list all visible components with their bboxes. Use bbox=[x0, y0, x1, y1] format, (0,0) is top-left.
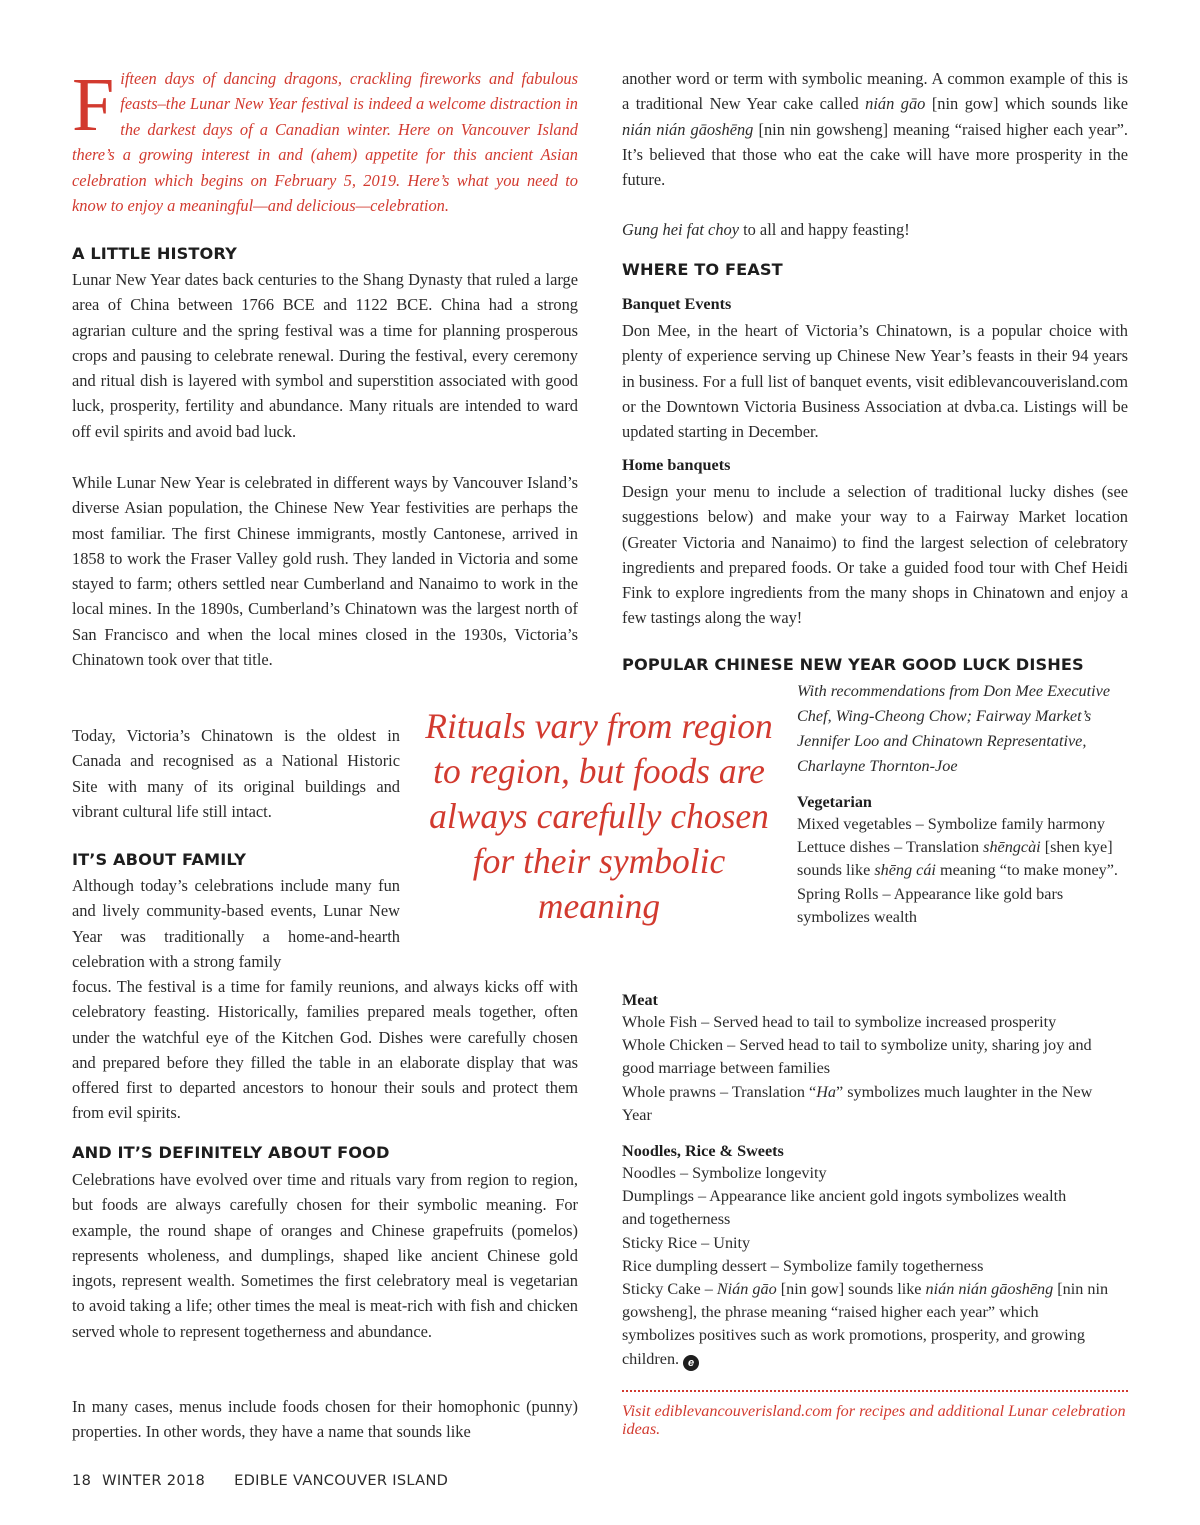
list-item: Sticky Cake – Nián gāo [nin gow] sounds like nián nián gāoshēng [nin nin gowsheng], the phrase meaning “raised higher each year” which symbolizes positives such as work promotions, prosperity, and growing children. e bbox=[622, 1280, 1109, 1369]
page-footer bbox=[72, 1472, 448, 1489]
page-number: 18 bbox=[72, 1472, 92, 1489]
dotted-divider bbox=[622, 1390, 1128, 1392]
magazine-name: EDIBLE VANCOUVER ISLAND bbox=[234, 1472, 449, 1489]
heading-good-luck-dishes: POPULAR CHINESE NEW YEAR GOOD LUCK DISHES bbox=[622, 655, 1084, 674]
intro-paragraph bbox=[72, 63, 578, 218]
heading-history: A LITTLE HISTORY bbox=[72, 244, 237, 263]
home-banquets-title: Home banquets bbox=[622, 456, 731, 474]
banquet-events-text: Don Mee, in the heart of Victoria’s Chinatown, is a popular choice with plenty of experience serving up Chinese New Year’s feasts in their 94 years in business. For a full list of banquet events, visit ediblevancouverisland.com or the Downtown Victoria Business Association at dvba.ca. Listings will be updated starting in December. bbox=[622, 321, 1128, 442]
heading-food: AND IT’S DEFINITELY ABOUT FOOD bbox=[72, 1143, 390, 1162]
homophone-continuation: another word or term with symbolic meaning. A common example of this is a traditional New Year cake called nián gāo [nin gow] which sounds like nián nián gāoshēng [nin nin gowsheng] meaning “raised higher each year”. It’s believed that those who eat the cake will have more prosperity in the future. bbox=[622, 69, 1128, 190]
heading-where-to-feast: WHERE TO FEAST bbox=[622, 260, 783, 279]
list-item: Spring Rolls – Appearance like gold bars symbolizes wealth bbox=[797, 884, 1064, 926]
family-paragraph-a: Although today’s celebrations include many fun and lively community-based events, Lunar New Year was traditionally a home-and-hearth celebration with a strong family bbox=[72, 876, 400, 971]
greeting: Gung hei fat choy to all and happy feasting! bbox=[622, 220, 910, 239]
list-item: Mixed vegetables – Symbolize family harmony bbox=[797, 815, 1105, 833]
history-paragraph-2: While Lunar New Year is celebrated in different ways by Vancouver Island’s diverse Asian population, the Chinese New Year festivities are perhaps the most familiar. The first Chinese immigrants, mostly Cantonese, arrived in 1858 to work the Fraser Valley gold rush. They landed in Victoria and some stayed to farm; others settled near Cumberland and Nanaimo to work in the local mines. In the 1890s, Cumberland’s Chinatown was the largest north of San Francisco and when the local mines closed in the 1930s, Victoria’s Chinatown took over that title. bbox=[72, 473, 578, 670]
drop-cap: F bbox=[72, 63, 115, 147]
pull-quote: Rituals vary from region to region, but foods are always carefully chosen for their symbolic meaning bbox=[425, 706, 773, 926]
recommendations-credit: With recommendations from Don Mee Executive Chef, Wing-Cheong Chow; Fairway Market’s Jennifer Loo and Chinatown Representative, Charlayne Thornton-Joe bbox=[797, 682, 1111, 775]
visit-website-note: Visit ediblevancouverisland.com for recipes and additional Lunar celebration ideas. bbox=[622, 1402, 1126, 1438]
meat-list bbox=[622, 989, 1122, 1127]
history-paragraph-3: Today, Victoria’s Chinatown is the oldest in Canada and recognised as a National Historic Site with many of its original buildings and vibrant cultural life still intact. bbox=[72, 726, 400, 821]
food-paragraph-2: In many cases, menus include foods chosen for their homophonic (punny) properties. In other words, they have a name that sounds like bbox=[72, 1397, 578, 1442]
meat-title: Meat bbox=[622, 991, 658, 1009]
list-item: Whole prawns – Translation “Ha” symbolizes much laughter in the New Year bbox=[622, 1082, 1093, 1124]
list-item: Dumplings – Appearance like ancient gold ingots symbolizes wealth and togetherness bbox=[622, 1187, 1067, 1229]
history-paragraph-1: Lunar New Year dates back centuries to the Shang Dynasty that ruled a large area of China between 1766 BCE and 1122 BCE. China had a strong agrarian culture and the spring festival was a time for planning prosperous crops and pausing to celebrate renewal. During the festival, every ceremony and ritual dish is layered with symbol and superstition associated with good luck, prosperity, fertility and abundance. Many rituals are intended to ward off evil spirits and avoid bad luck. bbox=[72, 270, 578, 441]
vegetarian-list bbox=[797, 791, 1127, 929]
end-mark-icon: e bbox=[683, 1355, 699, 1371]
vegetarian-title: Vegetarian bbox=[797, 793, 872, 811]
home-banquets-text: Design your menu to include a selection of traditional lucky dishes (see suggestions below) and make your way to a Fairway Market location (Greater Victoria and Nanaimo) to find the largest selection of celebratory ingredients and prepared foods. Or take a guided food tour with Chef Heidi Fink to explore ingredients from the many shops in Chinatown and enjoy a few tastings along the way! bbox=[622, 482, 1128, 628]
issue-label: WINTER 2018 bbox=[102, 1472, 206, 1489]
noodles-rice-sweets-list bbox=[622, 1140, 1122, 1371]
list-item: Sticky Rice – Unity bbox=[622, 1233, 751, 1252]
noodles-title: Noodles, Rice & Sweets bbox=[622, 1142, 784, 1160]
intro-text: ifteen days of dancing dragons, crackling fireworks and fabulous feasts–the Lunar New Year festival is indeed a welcome distraction in the darkest days of a Canadian winter. Here on Vancouver Island there’s a growing interest in and (ahem) appetite for this ancient Asian celebration which begins on February 5, 2019. Here’s what you need to know to enjoy a meaningful—and delicious—celebration. bbox=[72, 69, 578, 216]
food-paragraph-1: Celebrations have evolved over time and rituals vary from region to region, but foods are always carefully chosen for their symbolic meaning. For example, the round shape of oranges and Chinese grapefruits (pomelos) represents wholeness, and dumplings, shaped like ancient Chinese gold ingots, represent wealth. Sometimes the first celebratory meal is vegetarian to avoid taking a life; other times the meal is meat-rich with fish and chicken served whole to represent togetherness and abundance. bbox=[72, 1170, 578, 1341]
list-item: Whole Chicken – Served head to tail to symbolize unity, sharing joy and good marriage between families bbox=[622, 1036, 1092, 1078]
heading-family: IT’S ABOUT FAMILY bbox=[72, 850, 247, 869]
banquet-events-title: Banquet Events bbox=[622, 295, 732, 313]
family-paragraph-b: focus. The festival is a time for family reunions, and always kicks off with celebratory feasting. Historically, families prepared meals together, often under the watchful eye of the Kitchen God. Dishes were carefully chosen and prepared before they filled the table in an elaborate display that was offered first to departed ancestors to honour their souls and protect them from evil spirits. bbox=[72, 977, 578, 1123]
list-item: Noodles – Symbolize longevity bbox=[622, 1164, 827, 1182]
list-item: Rice dumpling dessert – Symbolize family togetherness bbox=[622, 1256, 984, 1275]
list-item: Whole Fish – Served head to tail to symbolize increased prosperity bbox=[622, 1013, 1057, 1031]
list-item: Lettuce dishes – Translation shēngcài [shen kye] sounds like shēng cái meaning “to make money”. bbox=[797, 838, 1118, 880]
